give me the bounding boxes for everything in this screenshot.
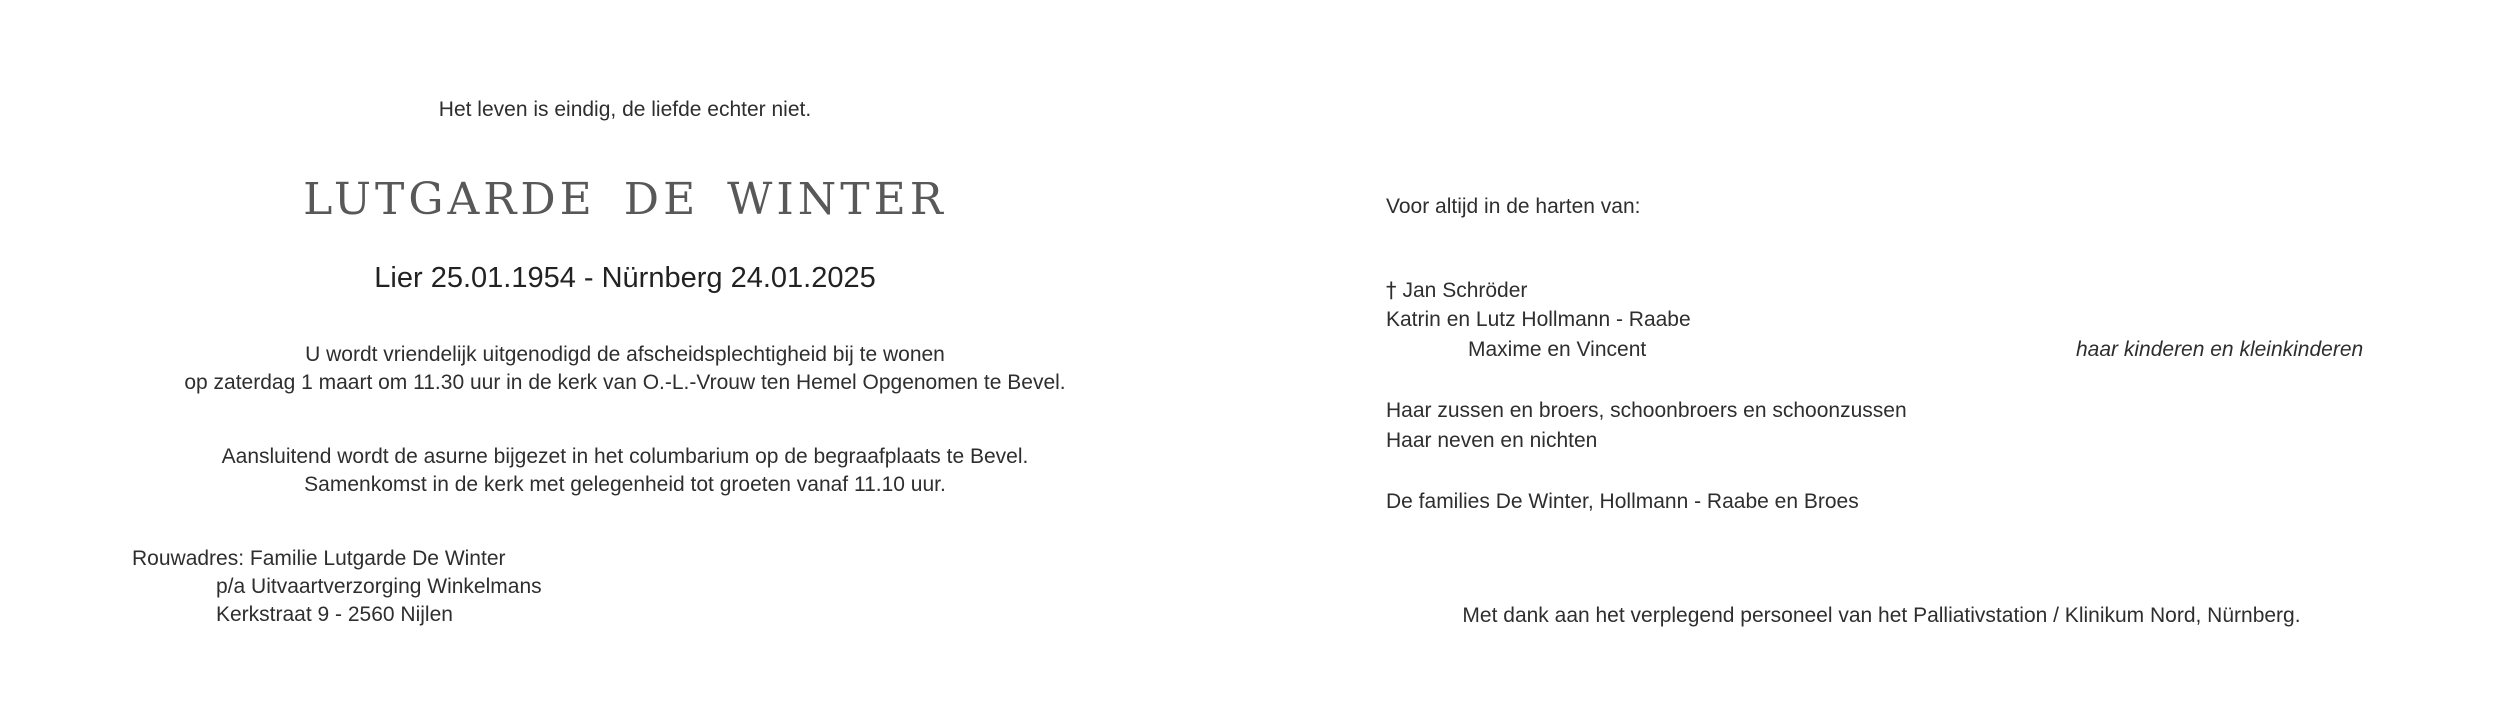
siblings-line-2: Haar neven en nichten: [1386, 429, 1598, 452]
family-line-2: Katrin en Lutz Hollmann - Raabe: [1386, 308, 1691, 331]
family-line-1: [1386, 276, 1527, 305]
mourning-address-line-1: Rouwadres: Familie Lutgarde De Winter: [132, 547, 506, 570]
invitation-line-1: U wordt vriendelijk uitgenodigd de afscheidsplechtigheid bij te wonen: [305, 343, 945, 366]
invitation-line-2: op zaterdag 1 maart om 11.30 uur in de kerk van O.-L.-Vrouw ten Hemel Opgenomen te Bevel.: [184, 371, 1066, 394]
thanks-note: Met dank aan het verplegend personeel van het Palliativstation / Klinikum Nord, Nürnberg.: [1462, 604, 2301, 627]
siblings-line-1: Haar zussen en broers, schoonbroers en schoonzussen: [1386, 399, 1907, 422]
urn-burial-line-2: Samenkomst in de kerk met gelegenheid tot groeten vanaf 11.10 uur.: [304, 473, 946, 496]
mourning-address-line-3: Kerkstraat 9 - 2560 Nijlen: [216, 603, 453, 626]
remembered-by-intro: Voor altijd in de harten van:: [1386, 195, 1641, 218]
motto: Het leven is eindig, de liefde echter niet.: [438, 98, 812, 121]
cross-icon: †: [1386, 278, 1397, 302]
mourning-address-line-2: p/a Uitvaartverzorging Winkelmans: [216, 575, 542, 598]
families-line: De families De Winter, Hollmann - Raabe en Broes: [1386, 490, 1859, 513]
family-line-1-text: Jan Schröder: [1402, 279, 1528, 302]
deceased-name: LUTGARDE DE WINTER: [303, 174, 947, 225]
right-panel: [1250, 0, 2493, 721]
urn-burial-line-1: Aansluitend wordt de asurne bijgezet in het columbarium op de begraafplaats te Bevel.: [221, 445, 1029, 468]
family-line-3: Maxime en Vincent: [1468, 338, 1647, 361]
birth-death-dates: Lier 25.01.1954 - Nürnberg 24.01.2025: [374, 262, 876, 294]
family-relation-note: haar kinderen en kleinkinderen: [2076, 338, 2364, 361]
